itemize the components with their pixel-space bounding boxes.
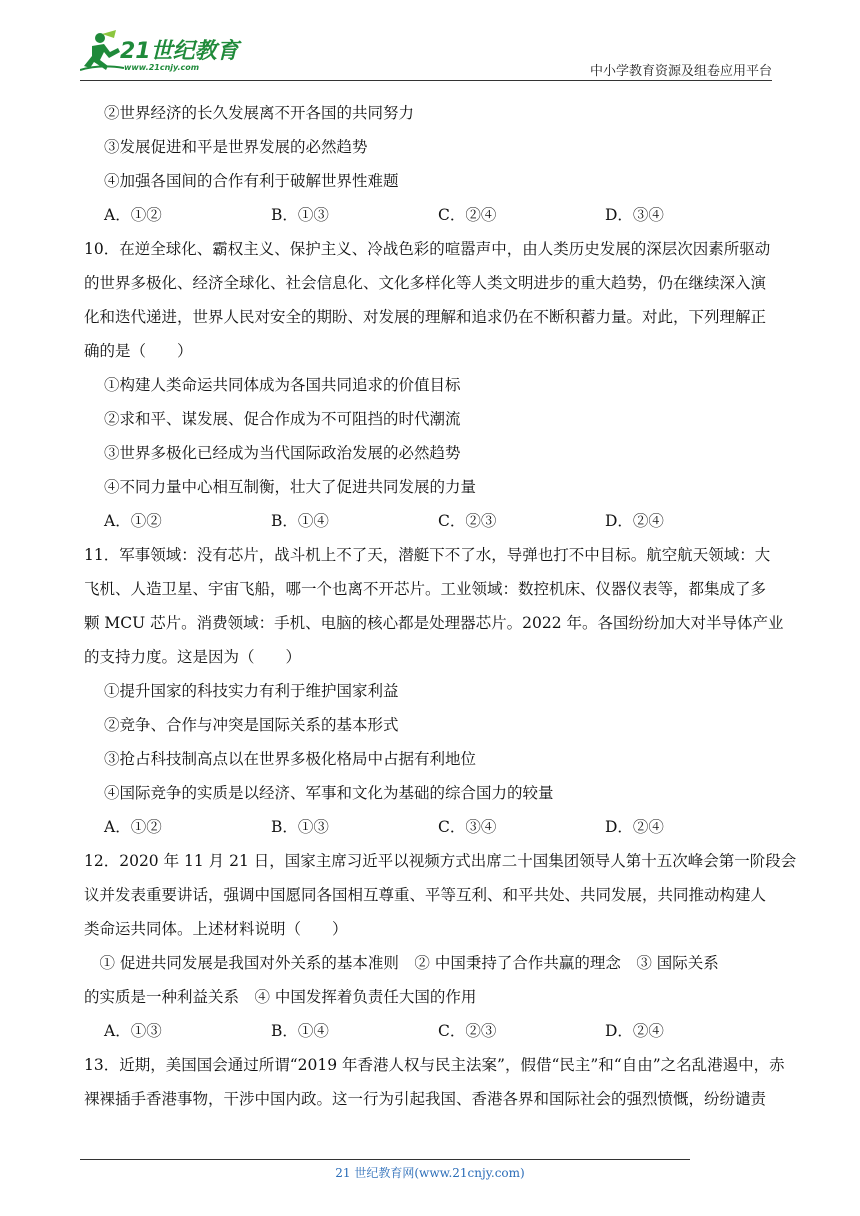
q10-option-4: ④不同力量中心相互制衡，壮大了促进共同发展的力量 [104, 478, 477, 496]
q11-choices [84, 810, 784, 844]
q11-option-3: ③抢占科技制高点以在世界多极化格局中占据有利地位 [104, 750, 477, 768]
choice-b: B．①③ [271, 818, 329, 836]
choice-d: D．②④ [605, 1022, 664, 1040]
q11-option-2: ②竞争、合作与冲突是国际关系的基本形式 [104, 716, 399, 734]
q9-option-4: ④加强各国间的合作有利于破解世界性难题 [104, 172, 399, 190]
choice-c: C．②④ [438, 206, 497, 224]
document-body [84, 96, 797, 1116]
q11-stem-line-2: 飞机、人造卫星、宇宙飞船，哪一个也离不开芯片。工业领域：数控机床、仪器仪表等，都集成了多 [84, 580, 767, 598]
q10-stem-line-3: 化和迭代递进，世界人民对安全的期盼、对发展的理解和追求仍在不断积蓄力量。对此，下列理解正 [84, 308, 767, 326]
choice-a: A．①② [104, 818, 162, 836]
choice-b: B．①③ [271, 206, 329, 224]
logo-text: 21世纪教育 [120, 39, 239, 64]
q13-stem-line-1: 13．近期，美国国会通过所谓“2019 年香港人权与民主法案”，假借“民主”和“自由”之名乱港遏中，赤 [84, 1056, 785, 1074]
choice-d: D．③④ [605, 206, 664, 224]
footer-divider [80, 1159, 690, 1160]
q10-choices [84, 504, 784, 538]
q9-choices [84, 198, 784, 232]
choice-d: D．②④ [605, 512, 664, 530]
logo [80, 30, 250, 80]
logo-url: www.21cnjy.com [124, 63, 200, 72]
header-divider [80, 80, 772, 81]
choice-a: A．①② [104, 512, 162, 530]
q9-option-3: ③发展促进和平是世界发展的必然趋势 [104, 138, 368, 156]
q12-stem-line-1: 12．2020 年 11 月 21 日，国家主席习近平以视频方式出席二十国集团领导人第十五次峰会第一阶段会 [84, 852, 797, 870]
choice-c: C．②③ [438, 512, 497, 530]
q12-options-line-2: 的实质是一种利益关系 ④ 中国发挥着负责任大国的作用 [84, 988, 477, 1006]
q12-choices [84, 1014, 784, 1048]
runner-logo-icon [80, 30, 124, 72]
choice-a: A．①② [104, 206, 162, 224]
q13-stem-line-2: 裸裸插手香港事物，干涉中国内政。这一行为引起我国、香港各界和国际社会的强烈愤慨，纷纷谴责 [84, 1090, 767, 1108]
q12-stem-line-3: 类命运共同体。上述材料说明（ ） [84, 920, 348, 938]
q11-option-1: ①提升国家的科技实力有利于维护国家利益 [104, 682, 399, 700]
choice-c: C．②③ [438, 1022, 497, 1040]
q10-option-1: ①构建人类命运共同体成为各国共同追求的价值目标 [104, 376, 461, 394]
q11-stem-line-4: 的支持力度。这是因为（ ） [84, 648, 302, 666]
q11-stem-line-3: 颗 MCU 芯片。消费领域：手机、电脑的核心都是处理器芯片。2022 年。各国纷纷加大对半导体产业 [84, 614, 784, 632]
q9-option-2: ②世界经济的长久发展离不开各国的共同努力 [104, 104, 415, 122]
q10-option-3: ③世界多极化已经成为当代国际政治发展的必然趋势 [104, 444, 461, 462]
q10-stem-line-2: 的世界多极化、经济全球化、社会信息化、文化多样化等人类文明进步的重大趋势，仍在继续深入演 [84, 274, 767, 292]
choice-c: C．③④ [438, 818, 497, 836]
page-header [0, 0, 860, 90]
footer-link[interactable]: 21 世纪教育网(www.21cnjy.com) [335, 1166, 525, 1180]
q10-stem-line-1: 10．在逆全球化、霸权主义、保护主义、冷战色彩的喧嚣声中，由人类历史发展的深层次因素所驱动 [84, 240, 771, 258]
q11-stem-line-1: 11．军事领域：没有芯片，战斗机上不了天，潜艇下不了水，导弹也打不中目标。航空航天领域：大 [84, 546, 771, 564]
choice-b: B．①④ [271, 512, 329, 530]
platform-name: 中小学教育资源及组卷应用平台 [589, 64, 772, 79]
q12-stem-line-2: 议并发表重要讲话，强调中国愿同各国相互尊重、平等互利、和平共处、共同发展，共同推动构建人 [84, 886, 767, 904]
choice-d: D．②④ [605, 818, 664, 836]
choice-a: A．①③ [104, 1022, 162, 1040]
q10-stem-line-4: 确的是（ ） [84, 342, 193, 360]
q11-option-4: ④国际竞争的实质是以经济、军事和文化为基础的综合国力的较量 [104, 784, 554, 802]
q12-options-line-1: ① 促进共同发展是我国对外关系的基本准则 ② 中国秉持了合作共赢的理念 ③ 国际关系 [84, 954, 719, 972]
q10-option-2: ②求和平、谋发展、促合作成为不可阻挡的时代潮流 [104, 410, 461, 428]
choice-b: B．①④ [271, 1022, 329, 1040]
